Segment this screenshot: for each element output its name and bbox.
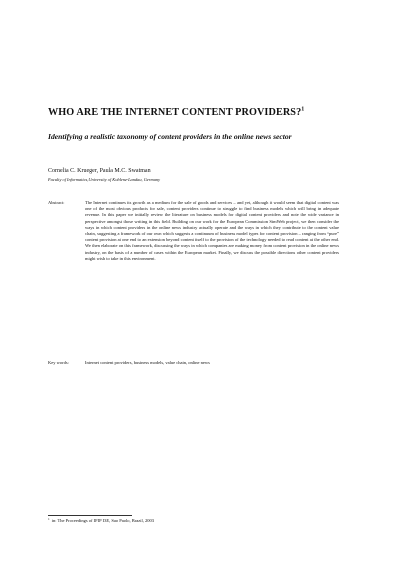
footnote-divider bbox=[48, 515, 132, 516]
footnote bbox=[48, 518, 348, 524]
abstract-text: The Internet continues its growth as a medium for the sale of goods and services – and yet, although it would seem that digital content was one of the most obvious products for sale, content providers continue to struggle to find business models which will bring in adequate revenue. In this paper we initially review the literature on business models for digital content providers and note the wide variance in perspective amongst those writing in this field. Building on our work for the European Commission SimWeb project, we then consider the ways in which content providers in the online news industry actually operate and the ways in which they contribute to the content value chain, suggesting a framework of our own which suggests a continuum of business model types for content provision – ranging from “pure” content provision at one end to an extension beyond content itself to the provision of the technology needed to read content at the other end. We then elaborate on this framework, discussing the ways in which companies are making money from content provision in the online news industry, on the basis of a number of cases within the European market. Finally, we discuss the possible directions other content providers might wish to take in this environment. bbox=[85, 200, 339, 261]
paper-title-text: WHO ARE THE INTERNET CONTENT PROVIDERS? bbox=[48, 107, 302, 118]
abstract-label: Abstract: bbox=[48, 200, 65, 205]
author-affiliation: Faculty of Informatics,University of Koblenz-Landau, Germany bbox=[48, 177, 161, 182]
keywords-text: Internet content providers, business models, value chain, online news bbox=[85, 360, 210, 365]
footnote-text: in: The Proceedings of IFIP I3E, Sao Paolo, Brazil, 2003 bbox=[51, 518, 154, 523]
title-footnote-marker: 1 bbox=[301, 106, 305, 113]
footnote-marker: 1 bbox=[48, 516, 50, 521]
author-list: Cornelia C. Krueger, Paula M.C. Swatman bbox=[48, 168, 151, 174]
paper-subtitle: Identifying a realistic taxonomy of content providers in the online news sector bbox=[48, 132, 292, 141]
paper-title bbox=[48, 107, 348, 119]
keywords-label: Key words: bbox=[48, 360, 69, 365]
